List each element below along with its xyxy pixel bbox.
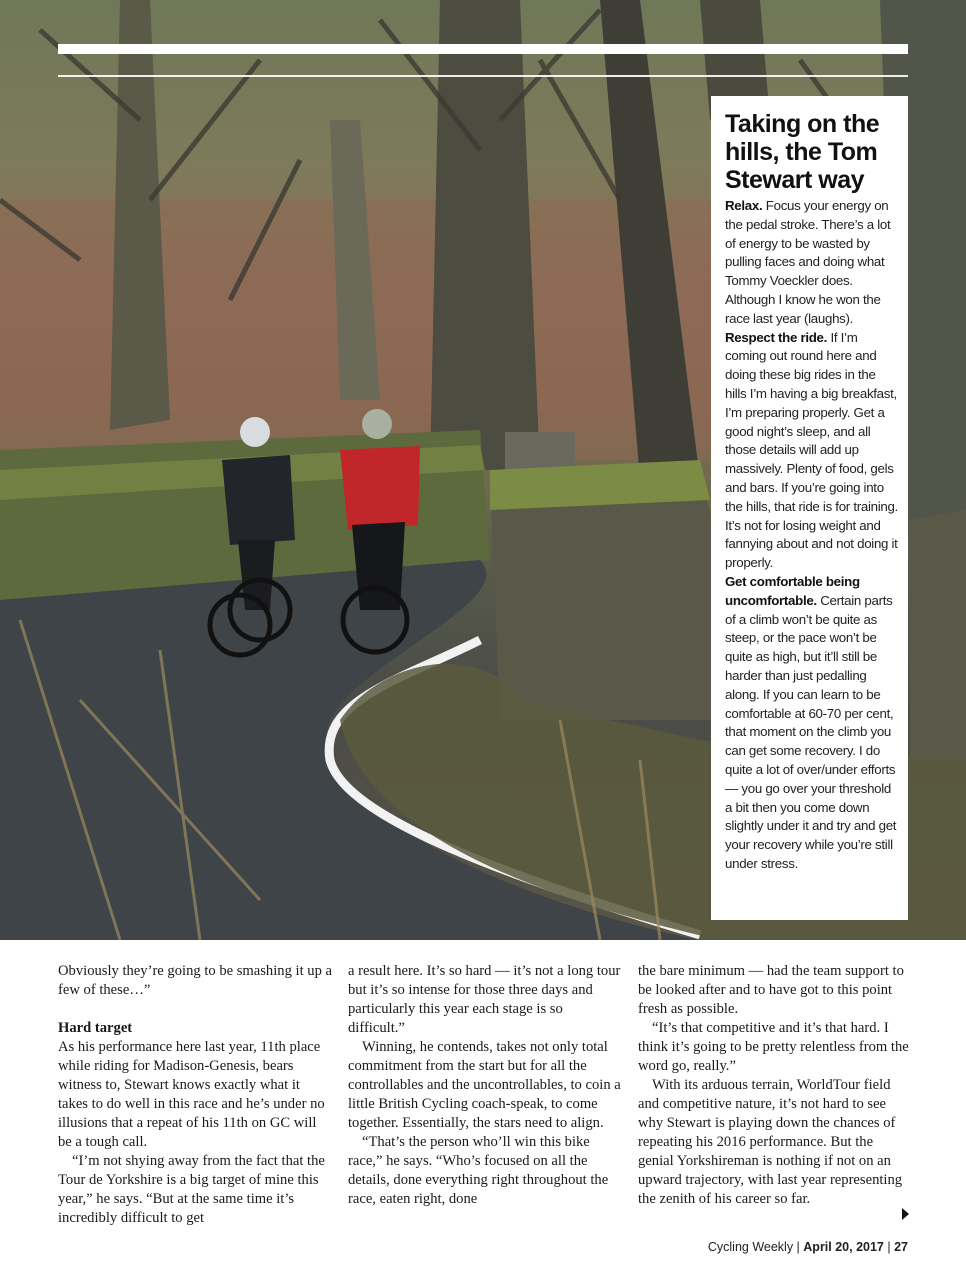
issue-date: April 20, 2017 (803, 1240, 884, 1254)
paragraph: “That’s the person who’ll win this bike race,” he says. “Who’s focused on all the details, done everything right throughout the race, eaten right, done (348, 1134, 609, 1207)
paragraph: Winning, he contends, takes not only total commitment from the start but for all the controllables and the uncontrollables, to coin a little British Cycling coach-speak, to come together. Essentially, the stars need to align. (348, 1039, 621, 1131)
article-column-1 (58, 962, 332, 1228)
top-rule-thin (58, 75, 908, 77)
paragraph: As his performance here last year, 11th place while riding for Madison-Genesis, bears witness to, Stewart knows exactly what it takes to do well in this race and he’s under no illusions that a repeat of his 11th on GC will be a tough call. (58, 1039, 325, 1150)
paragraph: “It’s that competitive and it’s that hard. I think it’s going to be pretty relentless from the word go, really.” (638, 1020, 909, 1074)
magazine-name: Cycling Weekly (707, 1240, 794, 1254)
tip-get-comfortable: Get comfortable being uncomfortable. Certain parts of a climb won’t be quite as steep, or the pace won’t be quite as high, but it’ll still be harder than just pedalling along. If you can learn to be comfortable at 60-70 per cent, that moment on the climb you can get some recovery. I do quite a lot of over/under efforts — you go over your threshold a bit then you come down slightly under it and try and get your recovery while you’re still under stress. (725, 573, 897, 871)
paragraph: the bare minimum — had the team support to be looked after and to have got to this point fresh as possible. (638, 963, 904, 1017)
article-column-3 (638, 962, 912, 1209)
paragraph: “I’m not shying away from the fact that the Tour de Yorkshire is a big target of mine this year,” he says. “But at the same time it’s incredibly difficult to get (58, 1153, 325, 1226)
subheading-hard-target: Hard target (58, 1020, 133, 1036)
continue-arrow-icon (902, 1208, 909, 1220)
page-folio: Cycling Weekly | April 20, 2017 | 27 (707, 1240, 908, 1254)
tips-sidebar (711, 96, 908, 920)
tip-respect-the-ride: Respect the ride. If I’m coming out round here and doing these big rides in the hills I’m having a big breakfast, I’m preparing properly. Get a good night’s sleep, and all those details will add up massively. Plenty of food, gels and bars. If you’re going into the hills, that ride is for training. It’s not for losing weight and fannying about and not doing it properly. (725, 329, 898, 571)
sidebar-body (725, 197, 898, 874)
article-column-2 (348, 962, 622, 1209)
paragraph: a result here. It’s so hard — it’s not a long tour but it’s so intense for those three days and particularly this year each stage is so difficult.” (348, 963, 621, 1036)
paragraph: With its arduous terrain, WorldTour field and competitive nature, it’s not hard to see why Stewart is playing down the chances of repeating his 2016 performance. But the genial Yorkshireman is nothing if not on an upward trajectory, with last year representing the zenith of his career so far. (638, 1077, 903, 1207)
sidebar-title: Taking on the hills, the Tom Stewart way (725, 110, 880, 194)
tip-relax: Relax. Focus your energy on the pedal stroke. There’s a lot of energy to be wasted by pulling faces and doing what Tommy Voeckler does. Although I know he won the race last year (laughs). (725, 198, 891, 326)
top-rule-thick (58, 44, 908, 54)
paragraph: Obviously they’re going to be smashing it up a few of these…” (58, 963, 333, 998)
page-number: 27 (894, 1240, 908, 1254)
